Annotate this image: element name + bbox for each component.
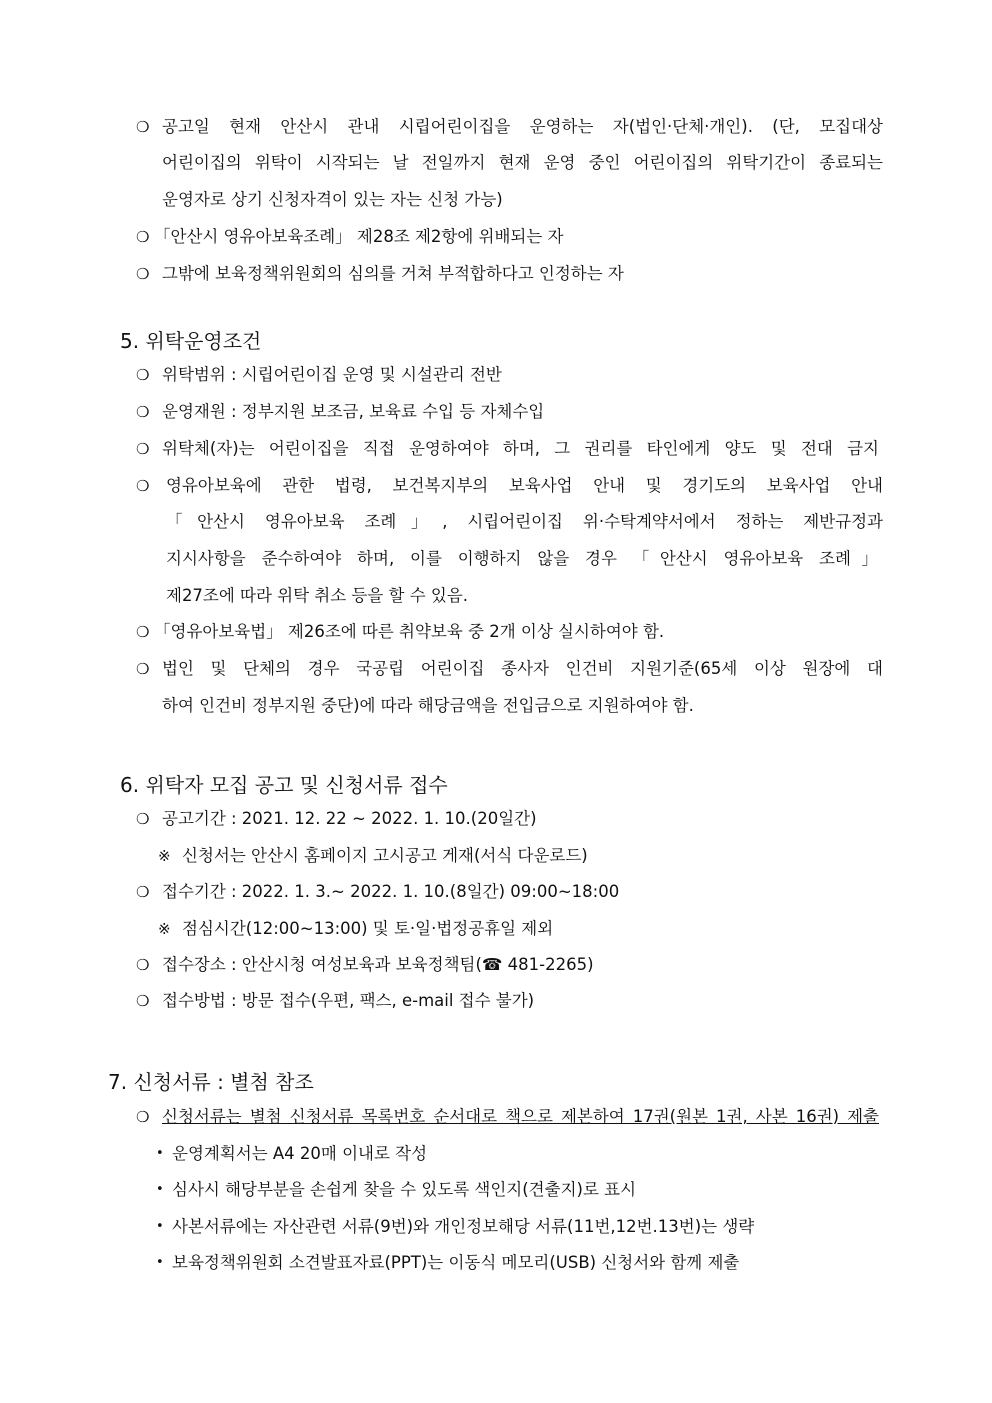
- section-7-heading: 7. 신청서류 : 별첨 참조: [108, 1070, 314, 1094]
- sec7-detail4: 보육정책위원회 소견발표자료(PPT)는 이동식 메모리(USB) 신청서와 함께 제출: [172, 1253, 740, 1272]
- sec7-detail3: 사본서류에는 자산관련 서류(9번)와 개인정보해당 서류(11번,12번.13번)는 생략: [172, 1217, 755, 1236]
- sec5-item4-line2: 「안산시 영유아보육 조례」, 시립어린이집 위·수탁계약서에서 정하는 제반규정과: [166, 512, 883, 531]
- bullet-icon: ❍: [136, 440, 150, 458]
- sec5-item4-line3: 지시사항을 준수하여야 하며, 이를 이행하지 않을 경우 「안산시 영유아보육 조례」: [166, 549, 878, 568]
- sec6-note2: 점심시간(12:00~13:00) 및 토·일·법정공휴일 제외: [182, 919, 554, 938]
- dot-bullet-icon: •: [156, 1255, 164, 1270]
- sec6-item1: 공고기간 : 2021. 12. 22 ~ 2022. 1. 10.(20일간): [162, 809, 537, 828]
- sec4-item2: 「안산시 영유아보육조례」 제28조 제2항에 위배되는 자: [154, 227, 564, 246]
- bullet-icon: ❍: [136, 228, 150, 246]
- sec5-item1: 위탁범위 : 시립어린이집 운영 및 시설관리 전반: [162, 365, 502, 384]
- bullet-icon: ❍: [136, 623, 150, 641]
- sec6-item2: 접수기간 : 2022. 1. 3.~ 2022. 1. 10.(8일간) 09:00~18:00: [162, 882, 620, 901]
- bullet-icon: ❍: [136, 883, 150, 901]
- section-6-heading: 6. 위탁자 모집 공고 및 신청서류 접수: [120, 773, 448, 797]
- bullet-icon: ❍: [136, 992, 150, 1010]
- sec5-item2: 운영재원 : 정부지원 보조금, 보육료 수입 등 자체수입: [162, 402, 545, 421]
- sec5-item5: 「영유아보육법」 제26조에 따른 취약보육 중 2개 이상 실시하여야 함.: [154, 622, 665, 641]
- bullet-icon: ❍: [136, 366, 150, 384]
- reference-mark-icon: ※: [158, 920, 171, 938]
- sec5-item4-line4: 제27조에 따라 위탁 취소 등을 할 수 있음.: [166, 586, 469, 605]
- sec4-item1-line1: 공고일 현재 안산시 관내 시립어린이집을 운영하는 자(법인·단체·개인). (단, 모집대상: [162, 117, 883, 136]
- sec6-item4: 접수방법 : 방문 접수(우편, 팩스, e-mail 접수 불가): [162, 991, 535, 1010]
- sec4-item1-line2: 어린이집의 위탁이 시작되는 날 전일까지 현재 운영 중인 어린이집의 위탁기간이 종료되는: [162, 153, 883, 172]
- sec5-item3: 위탁체(자)는 어린이집을 직접 운영하여야 하며, 그 권리를 타인에게 양도 및 전대 금지: [162, 439, 879, 458]
- bullet-icon: ❍: [136, 1108, 150, 1126]
- reference-mark-icon: ※: [158, 847, 171, 865]
- dot-bullet-icon: •: [156, 1182, 164, 1197]
- section-5-heading: 5. 위탁운영조건: [120, 329, 262, 353]
- bullet-icon: ❍: [136, 265, 150, 283]
- sec4-item1-line3: 운영자로 상기 신청자격이 있는 자는 신청 가능): [162, 190, 503, 209]
- sec4-item3: 그밖에 보육정책위원회의 심의를 거쳐 부적합하다고 인정하는 자: [162, 264, 624, 283]
- bullet-icon: ❍: [136, 403, 150, 421]
- bullet-icon: ❍: [136, 810, 150, 828]
- sec7-detail2: 심사시 해당부분을 손쉽게 찾을 수 있도록 색인지(견출지)로 표시: [172, 1180, 637, 1199]
- dot-bullet-icon: •: [156, 1219, 164, 1234]
- bullet-icon: ❍: [136, 956, 150, 974]
- bullet-icon: ❍: [136, 118, 150, 136]
- sec5-item6-line2: 하여 인건비 정부지원 중단)에 따라 해당금액을 전입금으로 지원하여야 함.: [162, 696, 694, 715]
- sec5-item4-line1: 영유아보육에 관한 법령, 보건복지부의 보육사업 안내 및 경기도의 보육사업 안내: [166, 476, 883, 495]
- sec7-detail1: 운영계획서는 A4 20매 이내로 작성: [172, 1144, 428, 1163]
- sec7-item1: 신청서류는 별첨 신청서류 목록번호 순서대로 책으로 제본하여 17권(원본 1권, 사본 16권) 제출: [162, 1107, 879, 1126]
- sec6-item3: 접수장소 : 안산시청 여성보육과 보육정책팀(☎ 481-2265): [162, 955, 594, 974]
- bullet-icon: ❍: [136, 477, 150, 495]
- sec6-note1: 신청서는 안산시 홈페이지 고시공고 게재(서식 다운로드): [182, 846, 588, 865]
- dot-bullet-icon: •: [156, 1146, 164, 1161]
- bullet-icon: ❍: [136, 660, 150, 678]
- sec5-item6-line1: 법인 및 단체의 경우 국공립 어린이집 종사자 인건비 지원기준(65세 이상 원장에 대: [162, 659, 883, 678]
